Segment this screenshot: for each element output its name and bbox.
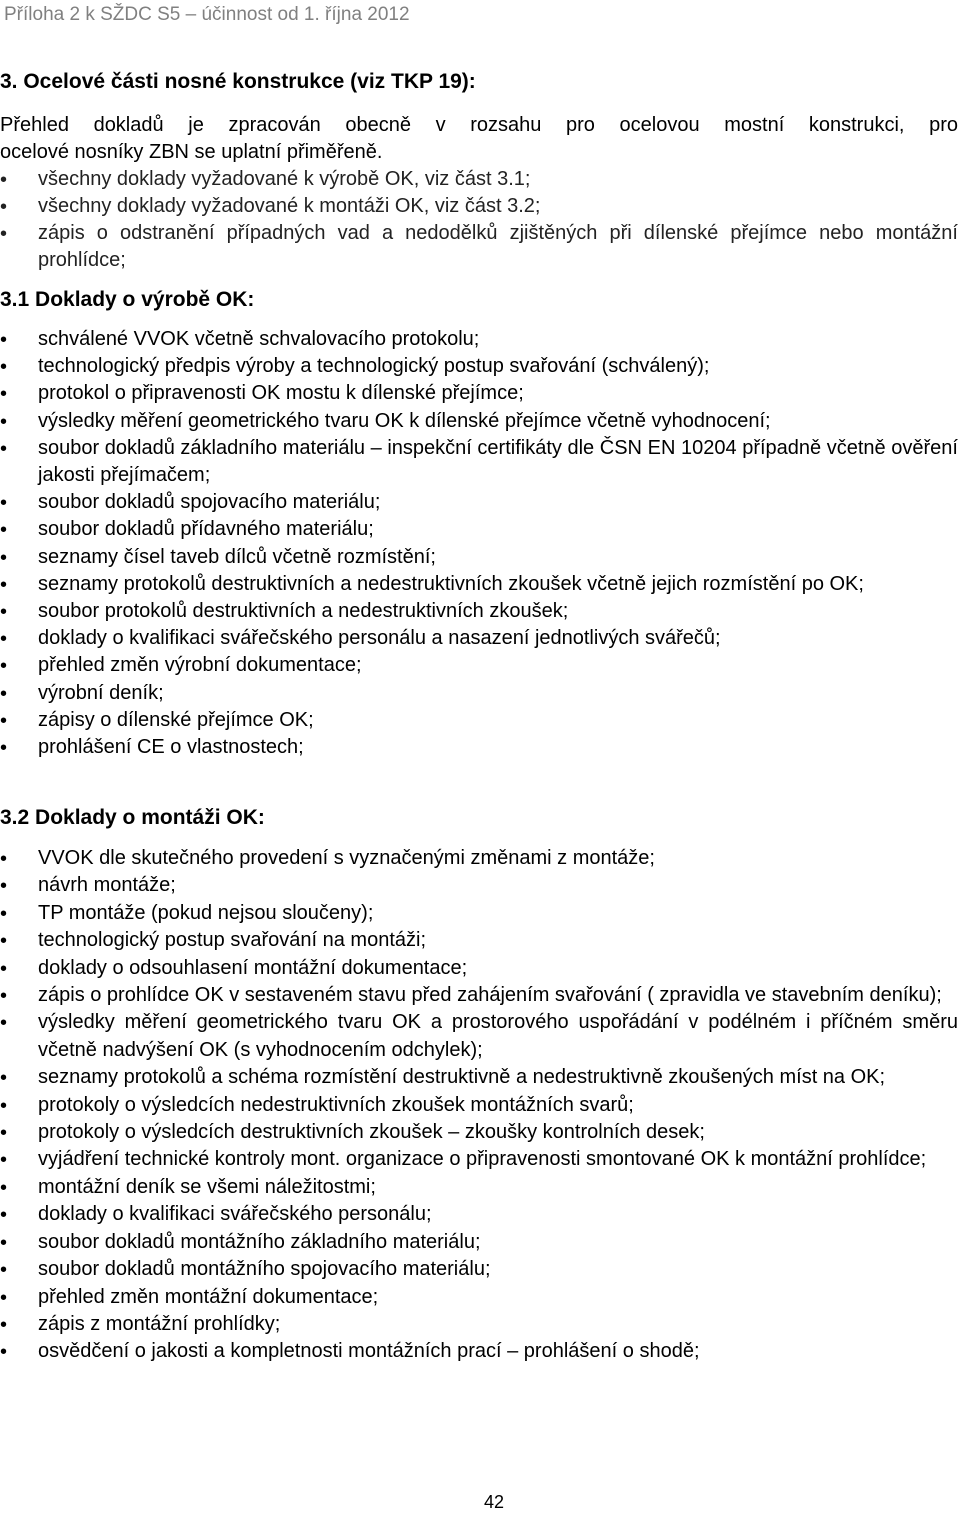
list-item: • zápisy o dílenské přejímce OK;: [0, 708, 314, 732]
bullet-icon: •: [0, 546, 8, 569]
list-item: • zápis z montážní prohlídky;: [0, 1312, 281, 1336]
bullet-icon: •: [0, 437, 8, 460]
bullet-icon: •: [0, 1341, 8, 1364]
bullet-icon: •: [0, 957, 8, 980]
list-item: • soubor protokolů destruktivních a nedestruktivních zkoušek;: [0, 600, 569, 624]
bullet-icon: •: [0, 985, 8, 1008]
bullet-icon: •: [0, 655, 8, 678]
list-item: • soubor dokladů základního materiálu – inspekční certifikáty dle ČSN EN 10204 případně včetně ověření jakosti přejímačem;: [0, 436, 958, 487]
bullet-icon: •: [0, 737, 8, 760]
bullet-icon: •: [0, 1067, 8, 1090]
list-item: • zápis o odstranění případných vad a nedodělků zjištěných při dílenské přejímce nebo montážní prohlídce;: [0, 222, 958, 271]
bullet-icon: •: [0, 329, 8, 351]
bullet-icon: •: [0, 1313, 8, 1336]
list-item: • přehled změn výrobní dokumentace;: [0, 654, 362, 678]
list-item: • soubor dokladů montážního spojovacího materiálu;: [0, 1258, 491, 1282]
subsection-list-3-2: [0, 845, 958, 1366]
list-item: • protokoly o výsledcích destruktivních zkoušek – zkoušky kontrolních desek;: [0, 1121, 705, 1145]
page-number: 42: [483, 1492, 505, 1512]
list-item: • soubor dokladů přídavného materiálu;: [0, 518, 374, 542]
bullet-icon: •: [0, 410, 8, 433]
intro-line: ocelové nosníky ZBN se uplatní přiměřeně.: [0, 141, 383, 163]
section-list: [0, 166, 958, 274]
bullet-icon: •: [0, 1231, 8, 1254]
list-item: • protokol o připravenosti OK mostu k dílenské přejímce;: [0, 382, 524, 406]
bullet-icon: •: [0, 573, 8, 596]
bullet-icon: •: [0, 848, 8, 870]
subsection-heading-3-1: 3.1 Doklady o výrobě OK:: [0, 288, 255, 311]
list-item: • všechny doklady vyžadované k výrobě OK, viz část 3.1;: [0, 168, 531, 191]
bullet-icon: •: [0, 1176, 8, 1199]
bullet-icon: •: [0, 902, 8, 925]
list-item: • TP montáže (pokud nejsou sloučeny);: [0, 901, 374, 925]
bullet-icon: •: [0, 601, 8, 624]
list-item: • soubor dokladů montážního základního materiálu;: [0, 1230, 481, 1254]
list-item: • technologický předpis výroby a technologický postup svařování (schválený);: [0, 355, 710, 379]
bullet-icon: •: [0, 1204, 8, 1227]
running-header: Příloha 2 k SŽDC S5 – účinnost od 1. října 2012: [4, 4, 410, 25]
section-heading: 3. Ocelové části nosné konstrukce (viz TKP 19):: [0, 70, 476, 93]
bullet-icon: •: [0, 709, 8, 732]
list-item: • vyjádření technické kontroly mont. organizace o připravenosti smontované OK k montážní prohlídce;: [0, 1148, 927, 1172]
list-item: • zápis o prohlídce OK v sestaveném stavu před zahájením svařování ( zpravidla ve stavebním deníku);: [0, 984, 942, 1008]
list-item: • VVOK dle skutečného provedení s vyznačenými změnami z montáže;: [0, 847, 655, 870]
bullet-icon: •: [0, 196, 8, 218]
list-item: • montážní deník se všemi náležitostmi;: [0, 1175, 376, 1199]
list-item: • doklady o odsouhlasení montážní dokumentace;: [0, 956, 468, 980]
bullet-icon: •: [0, 682, 8, 705]
list-item: • všechny doklady vyžadované k montáži OK, viz část 3.2;: [0, 195, 541, 218]
list-item: • prohlášení CE o vlastnostech;: [0, 736, 304, 760]
list-item: • schválené VVOK včetně schvalovacího protokolu;: [0, 328, 480, 351]
list-item: • osvědčení o jakosti a kompletnosti montážních prací – prohlášení o shodě;: [0, 1340, 700, 1364]
bullet-icon: •: [0, 519, 8, 542]
list-item: • výsledky měření geometrického tvaru OK a prostorového uspořádání v podélném i příčném směru včetně nadvýšení OK (s vyhodnocením odchylek);: [0, 1011, 958, 1061]
bullet-icon: •: [0, 930, 8, 953]
bullet-icon: •: [0, 1122, 8, 1145]
bullet-icon: •: [0, 356, 8, 379]
list-item: • doklady o kvalifikaci svářečského personálu a nasazení jednotlivých svářečů;: [0, 627, 721, 651]
bullet-icon: •: [0, 1259, 8, 1282]
list-item: • soubor dokladů spojovacího materiálu;: [0, 491, 381, 515]
bullet-icon: •: [0, 223, 8, 245]
list-item: • návrh montáže;: [0, 874, 176, 898]
list-item: • technologický postup svařování na montáži;: [0, 929, 426, 953]
bullet-icon: •: [0, 1149, 8, 1172]
bullet-icon: •: [0, 169, 8, 191]
list-item: • seznamy protokolů a schéma rozmístění destruktivně a nedestruktivně zkoušených míst na OK;: [0, 1066, 886, 1090]
list-item: • protokoly o výsledcích nedestruktivních zkoušek montážních svarů;: [0, 1093, 634, 1117]
list-item: • výrobní deník;: [0, 681, 164, 705]
bullet-icon: •: [0, 1012, 8, 1035]
list-item: • seznamy protokolů destruktivních a nedestruktivních zkoušek včetně jejich rozmístění po OK;: [0, 572, 864, 596]
list-item: • přehled změn montážní dokumentace;: [0, 1285, 379, 1309]
bullet-icon: •: [0, 875, 8, 898]
section-intro: [0, 112, 958, 166]
list-item: • seznamy čísel taveb dílců včetně rozmístění;: [0, 545, 436, 569]
list-item: • doklady o kvalifikaci svářečského personálu;: [0, 1203, 432, 1227]
list-item: • výsledky měření geometrického tvaru OK k dílenské přejímce včetně vyhodnocení;: [0, 409, 771, 433]
bullet-icon: •: [0, 492, 8, 515]
bullet-icon: •: [0, 1286, 8, 1309]
bullet-icon: •: [0, 1094, 8, 1117]
intro-line: Přehled dokladů je zpracován obecně v rozsahu pro ocelovou mostní konstrukci, pro: [0, 114, 958, 136]
bullet-icon: •: [0, 628, 8, 651]
subsection-heading-3-2: 3.2 Doklady o montáži OK:: [0, 806, 265, 829]
bullet-icon: •: [0, 383, 8, 406]
subsection-list-3-1: [0, 326, 958, 761]
